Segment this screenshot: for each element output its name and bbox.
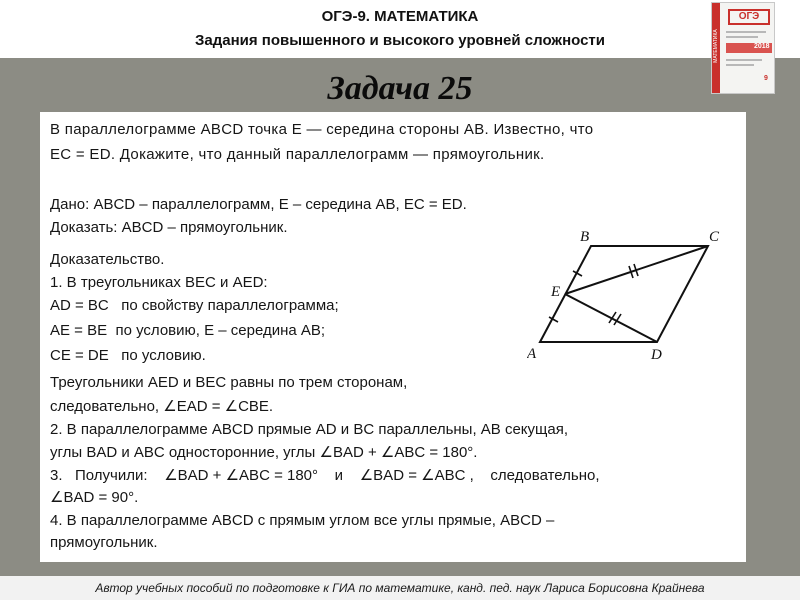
proof-line: ∠BAD = 90°. [50, 489, 139, 506]
book-text-line [726, 59, 762, 61]
book-spine-text: МАТЕМАТИКА [713, 29, 719, 63]
proof-line: CE = DE по условию. [50, 347, 206, 364]
proof-line: AD = BC по свойству параллелограмма; [50, 297, 339, 314]
problem-card [40, 112, 746, 562]
book-text-line [726, 36, 758, 38]
vertex-label-a: A [527, 346, 537, 362]
proof-line: 4. В параллелограмме ABCD с прямым углом все углы прямые, ABCD – [50, 512, 555, 529]
problem-statement-line: В параллелограмме ABCD точка E — середина стороны AB. Известно, что [50, 121, 594, 138]
book-year: 2018 [754, 43, 770, 50]
task-heading: Задача 25 [327, 70, 473, 107]
prove-line: Доказать: ABCD – прямоугольник. [50, 219, 288, 236]
book-text-line [726, 31, 766, 33]
slide-subtitle: Задания повышенного и высокого уровней сложности [194, 32, 606, 49]
proof-line: углы BAD и ABC односторонние, углы ∠BAD + ∠ABC = 180°. [50, 444, 478, 461]
problem-statement-line: EC = ED. Докажите, что данный параллелограмм — прямоугольник. [50, 146, 545, 163]
proof-line: прямоугольник. [50, 534, 158, 551]
book-text-line [726, 64, 754, 66]
vertex-label-c: C [709, 229, 720, 245]
segment-ed [565, 294, 657, 342]
proof-title: Доказательство. [50, 251, 165, 268]
proof-line: 1. В треугольниках BEC и AED: [50, 274, 268, 291]
given-line: Дано: ABCD – параллелограмм, E – середина AB, EC = ED. [50, 196, 467, 213]
proof-line: следовательно, ∠EAD = ∠CBE. [50, 398, 274, 415]
author-footer: Автор учебных пособий по подготовке к ГИА по математике, канд. пед. наук Лариса Борисовна Крайнева [0, 576, 800, 600]
proof-line: 2. В параллелограмме ABCD прямые AD и BC параллельны, AB секущая, [50, 421, 569, 438]
book-badge: ОГЭ [728, 9, 770, 25]
proof-line: AE = BE по условию, E – середина AB; [50, 322, 326, 339]
vertex-label-b: B [580, 229, 590, 245]
parallelogram-figure [527, 226, 727, 372]
book-grade: 9 [764, 75, 768, 82]
vertex-label-d: D [651, 347, 662, 363]
slide-header [0, 0, 800, 58]
proof-line: Треугольники AED и BEC равны по трем сторонам, [50, 374, 408, 391]
proof-line: 3. Получили: ∠BAD + ∠ABC = 180° и ∠BAD = ∠ABC , следовательно, [50, 467, 600, 484]
slide-title: ОГЭ-9. МАТЕМАТИКА [321, 8, 479, 25]
vertex-label-e: E [551, 284, 561, 300]
